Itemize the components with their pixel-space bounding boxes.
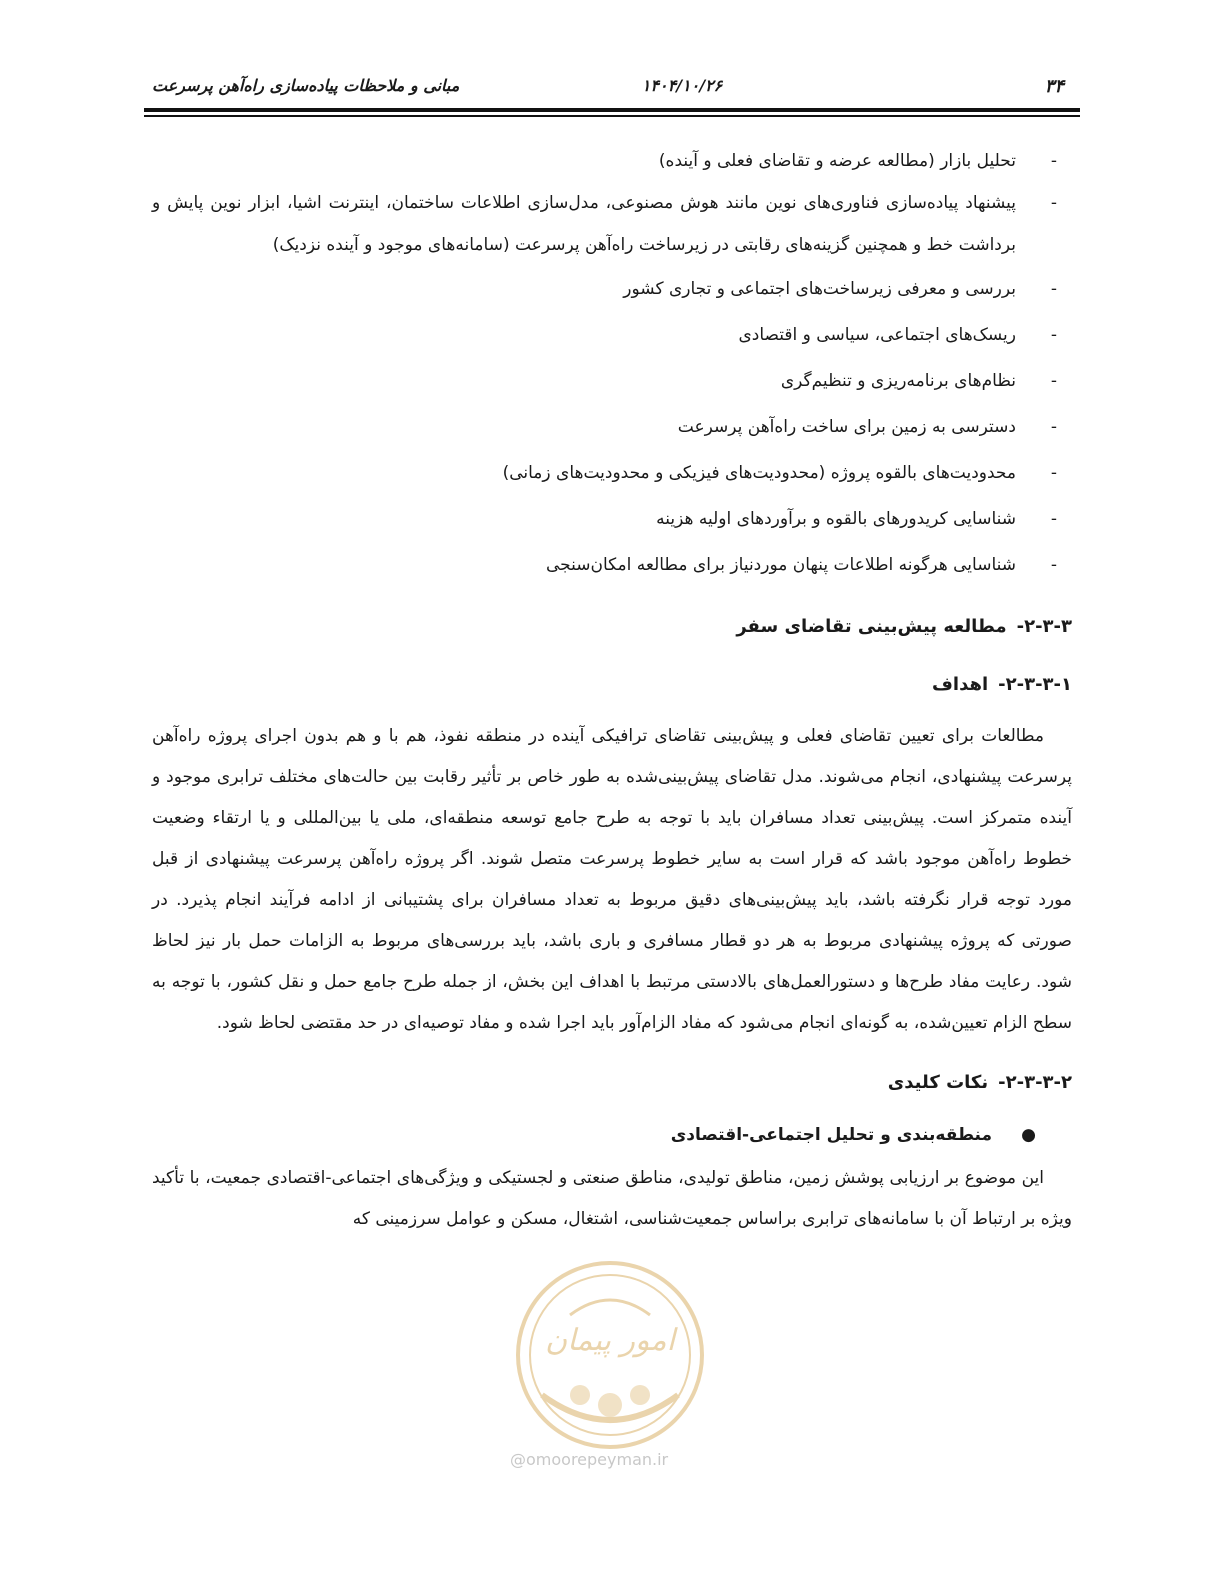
watermark-seal-icon (480, 1245, 740, 1465)
book-title: مبانی و ملاحظات پیاده‌سازی راه‌آهن پرسرعت (152, 76, 460, 95)
bullet-heading (152, 1120, 1072, 1150)
header-rule-thick (144, 108, 1080, 112)
section-title: مطالعه پیش‌بینی تقاضای سفر (736, 616, 1007, 637)
zoning-paragraph: این موضوع بر ارزیابی پوشش زمین، مناطق تولیدی، مناطق صنعتی و لجستیکی و ویژگی‌های اجتماعی-اقتصادی جمعیت، با تأکید ویژه بر ارتباط آن با سامانه‌های ترابری براساس جمعیت‌شناسی، اشتغال، مسکن و عوامل سرزمینی که (152, 1168, 1072, 1229)
list-item: - ریسک‌های اجتماعی، سیاسی و اقتصادی (152, 312, 1072, 358)
dash-marker: - (1050, 509, 1058, 529)
header-rule-thin (144, 115, 1080, 117)
header-date: ۱۴۰۴/۱۰/۲۶ (641, 76, 723, 95)
subsection-title: نکات کلیدی (887, 1072, 989, 1093)
list-item: - محدودیت‌های بالقوه پروژه (محدودیت‌های فیزیکی و محدودیت‌های زمانی) (152, 450, 1072, 496)
page-number: ۳۴ (1044, 76, 1064, 97)
watermark-url-text: omoorepeyman.ir (526, 1450, 669, 1469)
at-icon: @ (510, 1450, 526, 1469)
dash-marker: - (1050, 555, 1058, 575)
list-item: - بررسی و معرفی زیرساخت‌های اجتماعی و تجاری کشور (152, 266, 1072, 312)
objectives-paragraph: مطالعات برای تعیین تقاضای فعلی و پیش‌بینی تقاضای ترافیکی آینده در منطقه نفوذ، هم با و هم بدون اجرای پروژه راه‌آهن پرسرعت پیشنهادی، انجام می‌شوند. مدل تقاضای پیش‌بینی‌شده به طور خاص بر تأثیر رقابت بین حالت‌های مختلف ترابری موجود و آینده متمرکز است. پیش‌بینی تعداد مسافران باید با توجه به طرح جامع توسعه منطقه‌ای، ملی یا بین‌المللی و یا ارتقاء وضعیت خطوط راه‌آهن موجود باشد که قرار است به سایر خطوط پرسرعت متصل شوند. اگر پروژه راه‌آهن پرسرعت پیشنهادی از قبل مورد توجه قرار نگرفته باشد، باید پیش‌بینی‌های دقیق مربوط به تعداد مسافران برای پشتیبانی از ادامه فرآیند انجام پذیرد. در صورتی که پروژه پیشنهادی مربوط به هر دو قطار مسافری و باری باشد، باید بررسی‌های مربوط به الزامات حمل بار نیز لحاظ شود. رعایت مفاد طرح‌ها و دستورالعمل‌های بالادستی مرتبط با اهداف این بخش، از جمله طرح جامع حمل و نقل کشور، با توجه به سطح الزام تعیین‌شده، به گونه‌ای انجام می‌شود که مفاد الزام‌آور باید اجرا شده و مفاد توصیه‌ای در حد مقتضی لحاظ شود. (152, 726, 1072, 1033)
dash-marker: - (1050, 193, 1058, 213)
page-header (152, 72, 1072, 102)
list-item: - دسترسی به زمین برای ساخت راه‌آهن پرسرعت (152, 404, 1072, 450)
list-item: - نظام‌های برنامه‌ریزی و تنظیم‌گری (152, 358, 1072, 404)
dash-marker: - (1050, 371, 1058, 391)
section-heading (152, 612, 1072, 642)
dash-marker: - (1050, 463, 1058, 483)
subsection-heading (152, 670, 1072, 700)
bullet-dot: ● (1021, 1125, 1036, 1145)
list-item: - پیشنهاد پیاده‌سازی فناوری‌های نوین مانند هوش مصنوعی، مدل‌سازی اطلاعات ساختمان، اینترنت اشیا، ابزار نوین پایش و برداشت خط و همچنین گزینه‌های رقابتی در زیرساخت راه‌آهن پرسرعت (سامانه‌های موجود و آینده نزدیک) (152, 182, 1072, 266)
watermark-url (510, 1450, 668, 1469)
watermark-seal-text: امور پیمان (545, 1323, 675, 1358)
dash-marker: - (1050, 279, 1058, 299)
requirements-list (152, 140, 1072, 588)
list-item: - شناسایی کریدورهای بالقوه و برآوردهای اولیه هزینه (152, 496, 1072, 542)
bullet-heading-text: منطقه‌بندی و تحلیل اجتماعی-اقتصادی (670, 1125, 992, 1145)
dash-marker: - (1050, 417, 1058, 437)
subsection-title: اهداف (932, 674, 989, 695)
subsection-number: ۲-۳-۳-۲- (998, 1072, 1072, 1093)
main-content (152, 140, 1072, 1240)
list-item: - شناسایی هرگونه اطلاعات پنهان موردنیاز برای مطالعه امکان‌سنجی (152, 542, 1072, 588)
dash-marker: - (1050, 325, 1058, 345)
subsection-number: ۲-۳-۳-۱- (998, 674, 1072, 695)
section-number: ۲-۳-۳- (1016, 616, 1072, 637)
subsection-heading (152, 1068, 1072, 1098)
list-item: - تحلیل بازار (مطالعه عرضه و تقاضای فعلی و آینده) (152, 140, 1072, 182)
dash-marker: - (1050, 151, 1058, 171)
